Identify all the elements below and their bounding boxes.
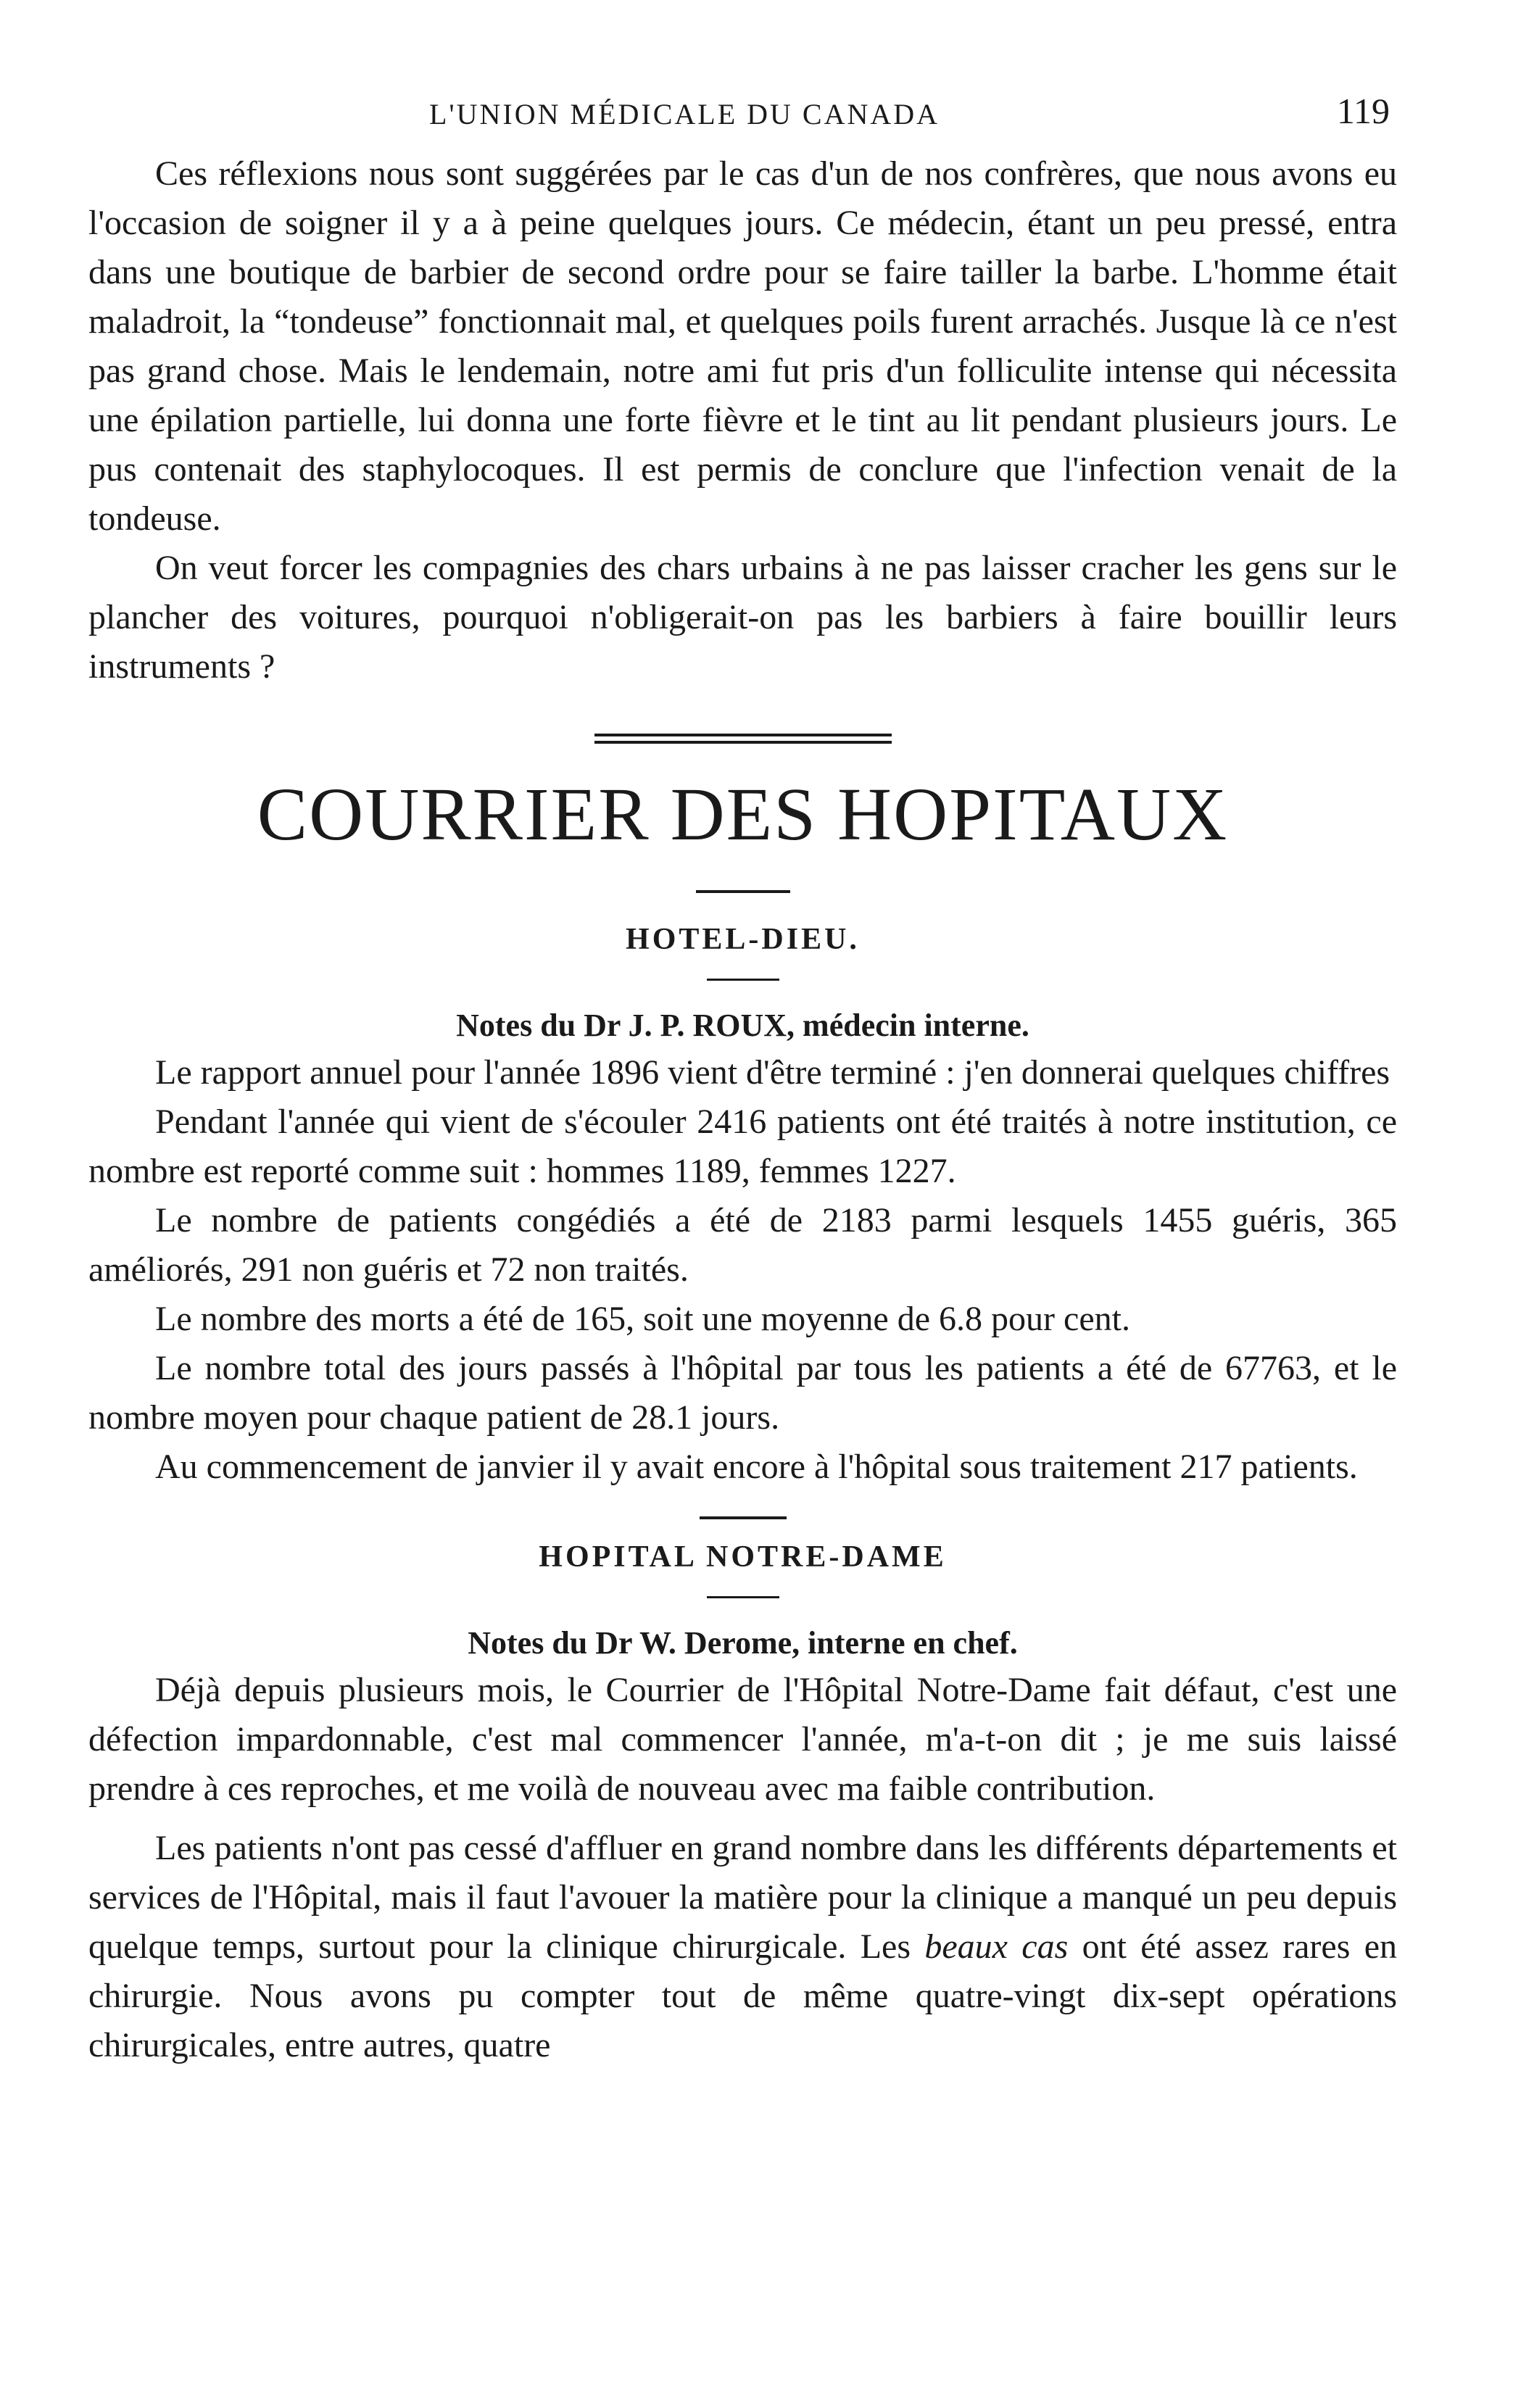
paragraph: Déjà depuis plusieurs mois, le Courrier de l'Hôpital Notre-Dame fait défaut, c'est une défection impardonnable, c'est mal commencer l'année, m'a-t-on dit ; je me suis laissé prendre à ces reproches, et me voilà de nouveau avec ma faible contribution. xyxy=(88,1671,1397,1808)
paragraph: Ces réflexions nous sont suggérées par le cas d'un de nos confrères, que nous avons eu l'occasion de soigner il y a à peine quelques jours. Ce médecin, étant un peu pressé, entra dans une boutique de barbier de second ordre pour se faire tailler la barbe. L'homme était maladroit, la “tondeuse” fonctionnait mal, et quelques poils furent arrachés. Jusque là ce n'est pas grand chose. Mais le lendemain, notre ami fut pris d'un folliculite intense qui nécessita une épilation partielle, lui donna une forte fièvre et le tint au lit pendant plusieurs jours. Le pus contenait des staphylocoques. Il est permis de conclure que l'infection venait de la tondeuse. xyxy=(88,154,1397,538)
rule-divider xyxy=(696,890,790,893)
page-number: 119 xyxy=(1336,91,1390,131)
notre-dame-heading: HOPITAL NOTRE-DAME xyxy=(539,1540,947,1574)
section-title: COURRIER DES HOPITAUX xyxy=(257,773,1229,856)
paragraph: Le nombre total des jours passés à l'hôpital par tous les patients a été de 67763, et le nombre moyen pour chaque patient de 28.1 jours. xyxy=(88,1349,1397,1437)
page xyxy=(88,80,1397,2070)
rule-divider xyxy=(700,1516,787,1519)
notre-dame-notes-author: Notes du Dr W. Derome, interne en chef. xyxy=(468,1625,1018,1661)
hotel-dieu-heading: HOTEL-DIEU. xyxy=(626,923,860,956)
paragraph: Le nombre de patients congédiés a été de 2183 parmi lesquels 1455 guéris, 365 améliorés, 291 non guéris et 72 non traités. xyxy=(88,1201,1397,1289)
italic-phrase: beaux cas xyxy=(924,1927,1069,1966)
paragraph: Au commencement de janvier il y avait encore à l'hôpital sous traitement 217 patients. xyxy=(155,1448,1358,1486)
paragraph: On veut forcer les compagnies des chars urbains à ne pas laisser cracher les gens sur le plancher des voitures, pourquoi n'obligerait-on pas les barbiers à faire bouillir leurs instruments ? xyxy=(88,549,1397,686)
rule-divider xyxy=(707,1596,779,1598)
running-head xyxy=(88,80,1397,130)
paragraph-text: ont été assez rares en chirurgie. Nous avons pu compter tout de même quatre-vingt dix-sept opérations chirurgicales, entre autres, quatre xyxy=(88,1927,1398,2064)
paragraph: Le rapport annuel pour l'année 1896 vient d'être terminé : j'en donnerai quelques chiffres xyxy=(155,1053,1390,1092)
paragraph xyxy=(88,1824,1397,2070)
hotel-dieu-notes-author: Notes du Dr J. P. ROUX, médecin interne. xyxy=(456,1008,1029,1043)
paragraph: Pendant l'année qui vient de s'écouler 2416 patients ont été traités à notre institution, ce nombre est reporté comme suit : hommes 1189, femmes 1227. xyxy=(88,1103,1397,1190)
rule-divider xyxy=(707,979,779,981)
double-rule-divider xyxy=(594,734,892,744)
paragraph: Le nombre des morts a été de 165, soit une moyenne de 6.8 pour cent. xyxy=(155,1300,1130,1338)
journal-title: L'UNION MÉDICALE DU CANADA xyxy=(429,98,940,130)
paragraph-text: Les patients n'ont pas cessé d'affluer en grand nombre dans les différents départements et services de l'Hôpital, mais il faut l'avouer la matière pour la clinique a manqué un peu depuis quelque temps, surtout pour la clinique chirurgicale. Les xyxy=(88,1829,1397,1966)
